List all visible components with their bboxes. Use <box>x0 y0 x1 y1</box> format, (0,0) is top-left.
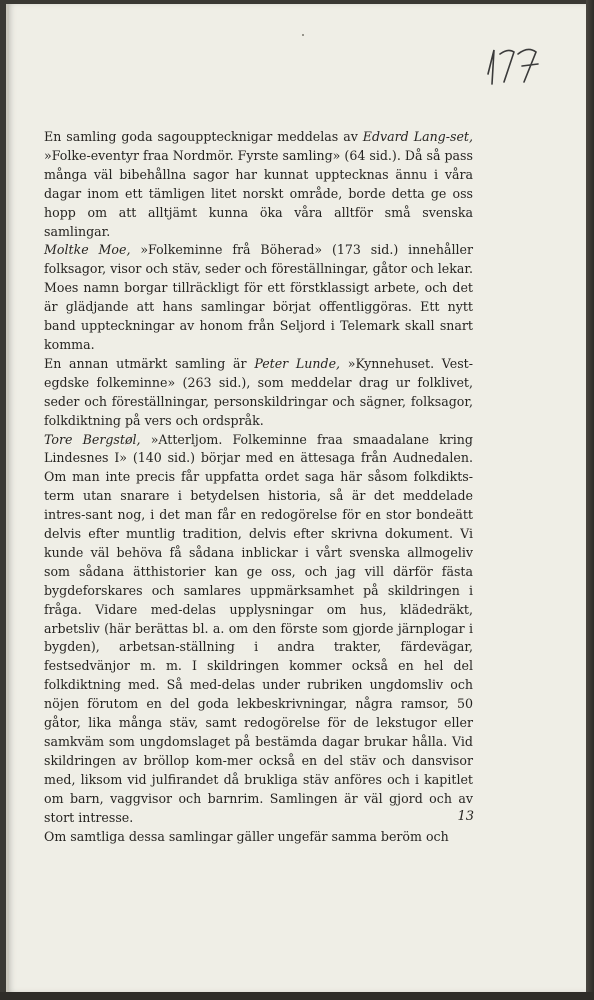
scan-edge-right <box>586 0 594 1000</box>
scan-edge-bottom <box>0 992 594 1000</box>
paragraph-3: En annan utmärkt samling är Peter Lunde, »Kynnehuset. Vest-egdske folkeminne» (263 sid.), som meddelar drag ur folklivet, seder och föreställningar, personskildringar och sägner, folksagor, folkdiktning på vers och ordspråk. <box>44 355 473 428</box>
author-tore-bergstol: Tore Bergstøl, <box>44 431 141 447</box>
body-text <box>44 128 473 846</box>
author-moltke-moe: Moltke Moe, <box>44 242 131 258</box>
page-number: 13 <box>457 809 474 824</box>
author-edvard-langset: Edvard Lang-set, <box>362 129 473 144</box>
paragraph-2: Moltke Moe, »Folkeminne frå Böherad» (173 sid.) innehåller folksagor, visor och stäv, seder och föreställningar, gåtor och lekar. Moes namn borgar tillräckligt för ett förstklassigt arbete, och det är glädjande att hans samlingar börjat offentliggöras. Ett nytt band uppteckningar av honom från Seljord i Telemark skall snart komma. <box>44 242 473 352</box>
paragraph-5: Om samtliga dessa samlingar gäller ungefär samma beröm och <box>44 828 449 844</box>
author-peter-lunde: Peter Lunde, <box>254 355 341 371</box>
book-page <box>6 4 586 992</box>
speck <box>302 34 304 36</box>
paragraph-1: En samling goda sagoupptecknigar meddelas av Edvard Lang-set, »Folke-eventyr fraa Nordmör. Fyrste samling» (64 sid.). Då så pass många väl bibehållna sagor har kunnat upptecknas ännu i våra dagar inom ett tämligen litet norskt område, borde detta ge oss hopp om att alltjämt kunna öka våra alltför små svenska samlingar. <box>44 129 473 239</box>
handwritten-page-annotation <box>482 44 546 88</box>
handwritten-177-mark <box>482 44 546 88</box>
paragraph-4: Tore Bergstøl, »Atterljom. Folkeminne fraa smaadalane kring Lindesnes I» (140 sid.) börjar med en ättesaga från Audnedalen. Om man inte precis får uppfatta ordet saga här såsom folkdikts-term utan snarare i betydelsen historia, så är det meddelade intres-sant nog, i det man får en redogörelse för en stor bondeätt delvis efter muntlig tradition, delvis efter skrivna dokument. Vi kunde väl behöva få sådana inblickar i vårt svenska allmogeliv som sådana ätthistorier kan ge oss, och jag vill därför fästa bygdeforskares och samlares uppmärksamhet på skildringen i fråga. Vidare med-delas upplysningar om hus, klädedräkt, arbetsliv (här berättas bl. a. om den förste som gjorde järnplogar i bygden), arbetsan-ställning i andra trakter, färdevägar, festsedvänjor m. m. I skildringen kommer också en hel del folkdiktning med. Så med-delas under rubriken ungdomsliv och nöjen förutom en del goda lekbeskrivningar, några ramsor, 50 gåtor, lika många stäv, samt redogörelse för de lekstugor eller samkväm som ungdomslaget på bestämda dagar brukar hålla. Vid skildringen av bröllop kom-mer också en del stäv och dansvisor med, liksom vid julfirandet då brukliga stäv anföres och i kapitlet om barn, vaggvisor och barnrim. Samlingen är väl gjord och av stort intresse. <box>44 431 473 825</box>
